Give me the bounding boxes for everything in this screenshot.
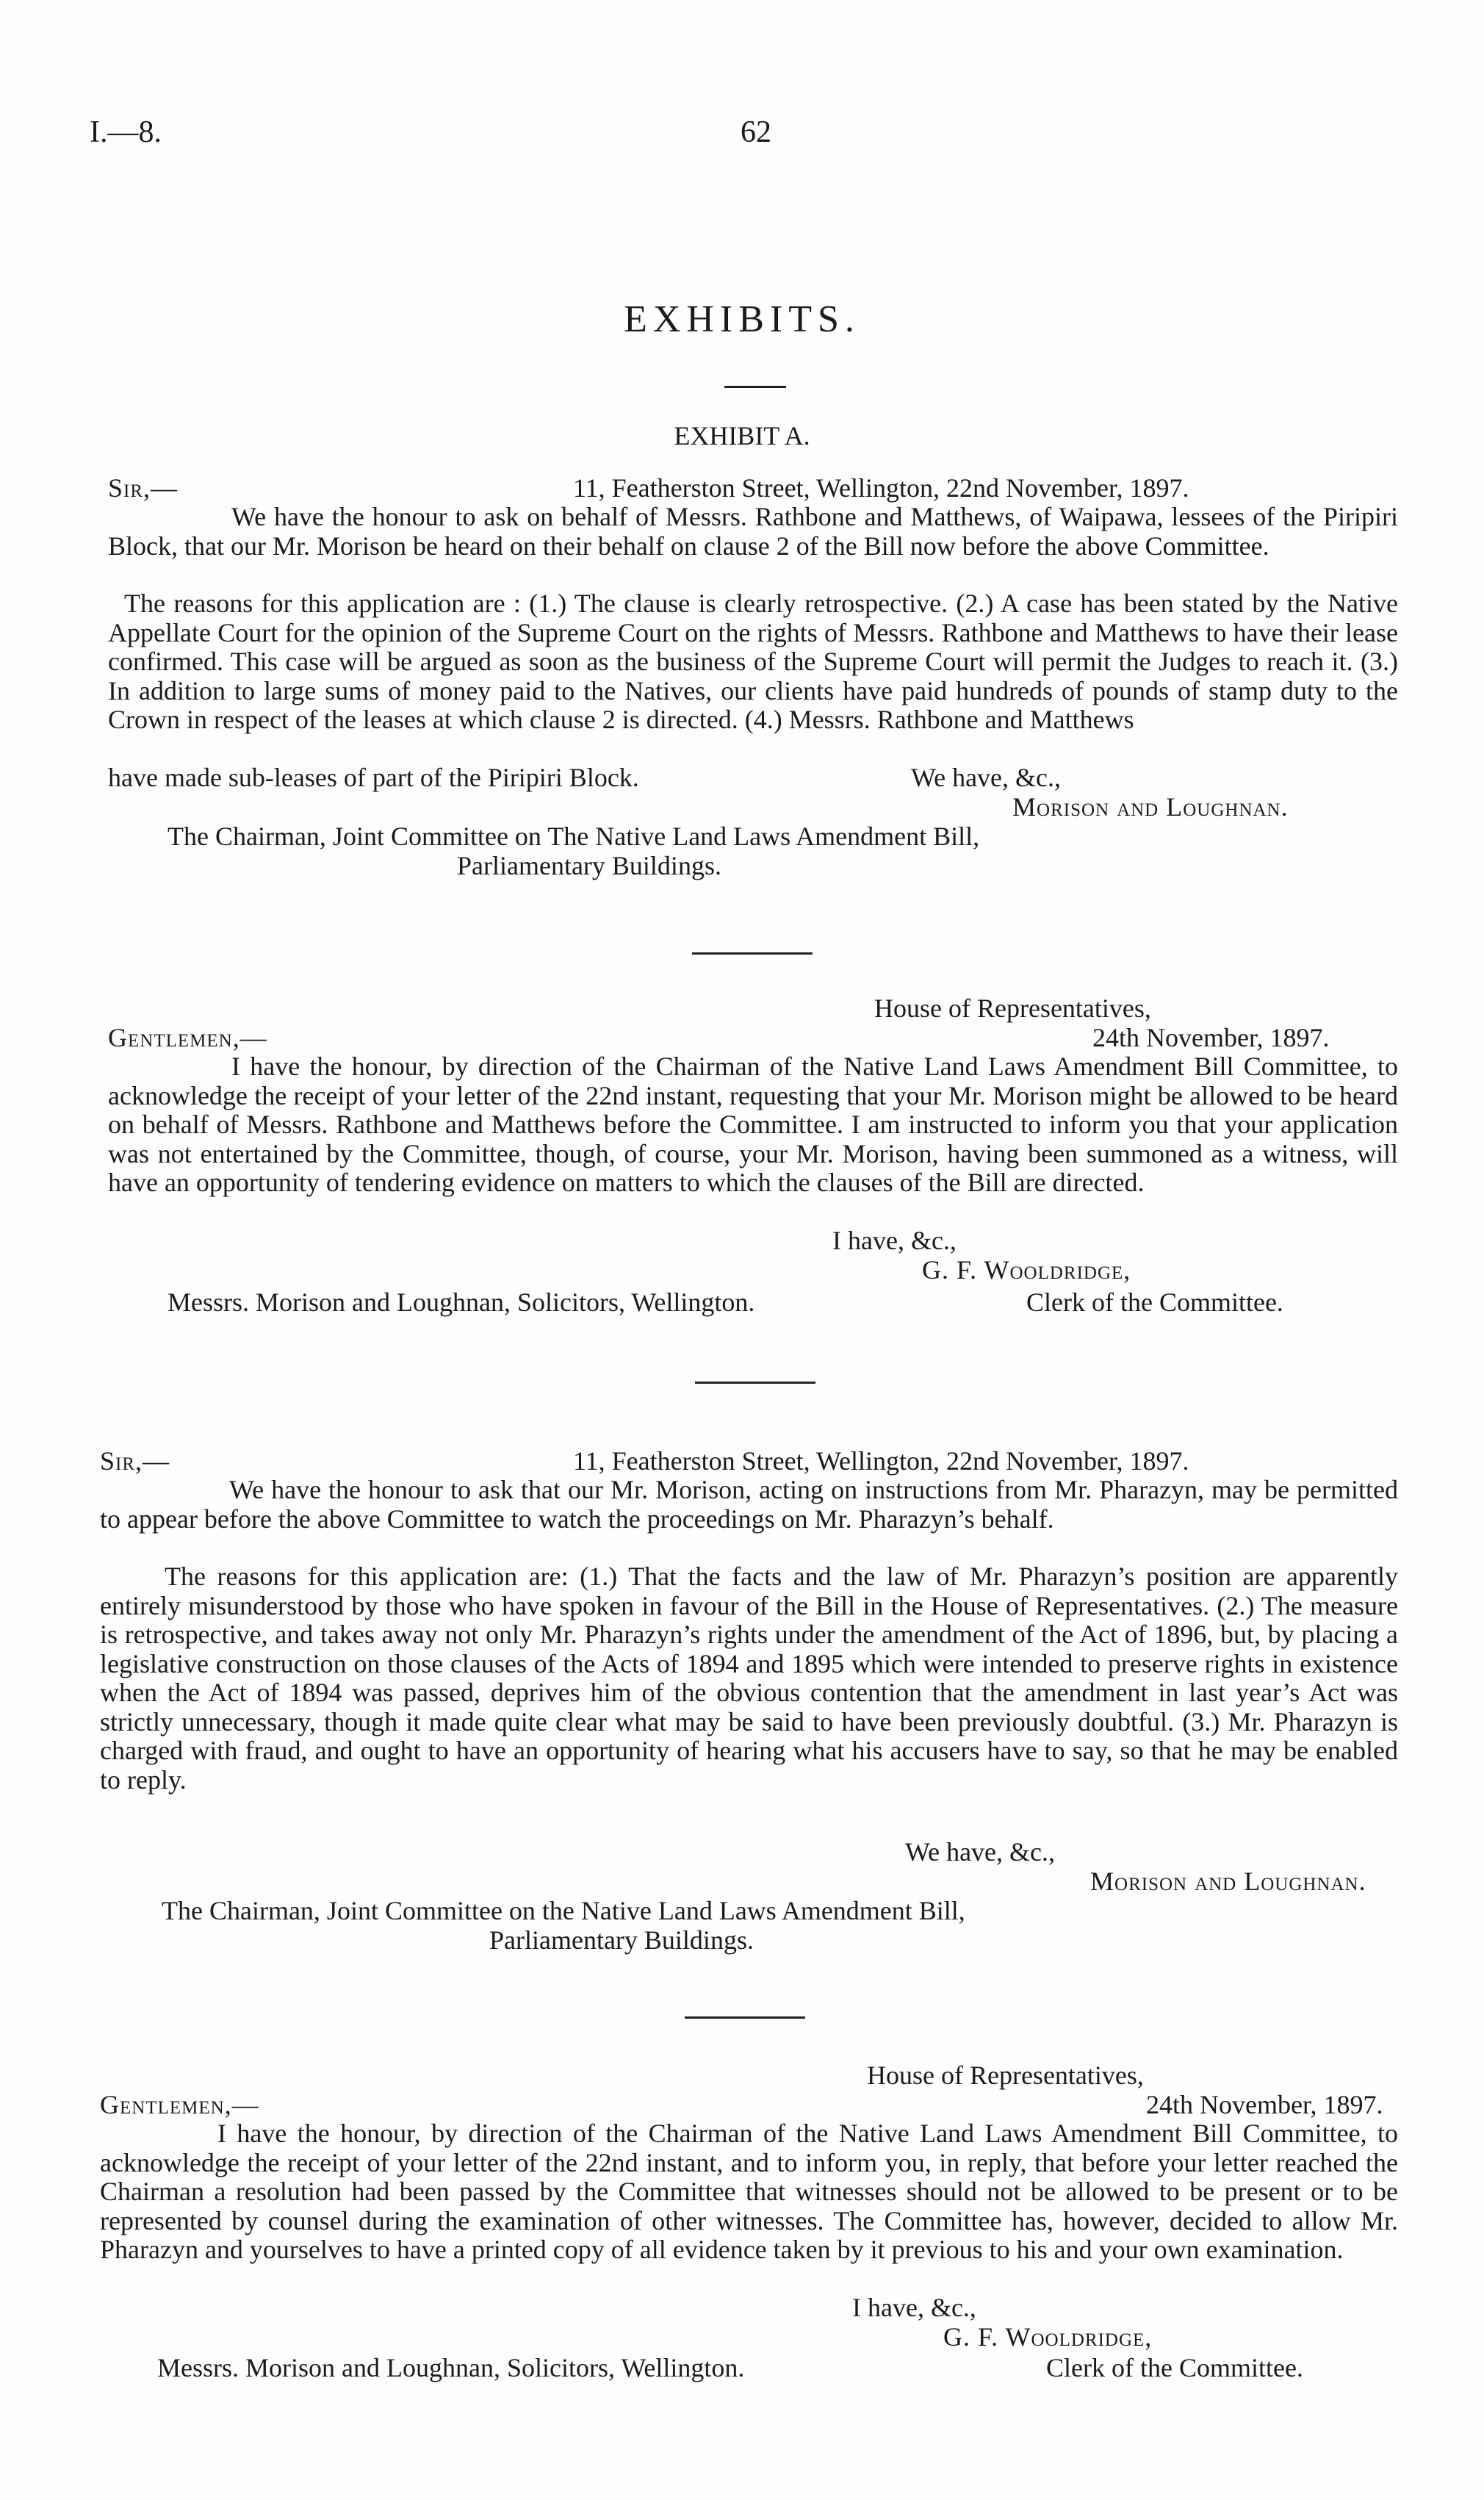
letter1-paragraph1: We have the honour to ask on behalf of Messrs. Rathbone and Matthews, of Waipawa, lessees of the Piripiri Block, that our Mr. Morison be heard on their behalf on clause 2 of the Bill now before the above Committee.: [108, 502, 1398, 561]
letter1-signature: Morison and Loughnan.: [1012, 792, 1289, 822]
letter3-paragraph2: The reasons for this application are: (1.) That the facts and the law of Mr. Pharazyn’s position are apparently entirely misunderstood by those who have spoken in favour of the Bill in the House of Representatives. (2.) The measure is retrospective, and takes away not only Mr. Pharazyn’s rights under the amendment of the Act of 1896, but, by placing a legislative construction on those clauses of the Acts of 1894 and 1895 which were intended to preserve rights in existence when the Act of 1894 was passed, deprives him of the obvious contention that the amendment in last year’s Act was strictly unnecessary, though it made quite clear what may be said to have been previously doubtful. (3.) Mr. Pharazyn is charged with fraud, and ought to have an opportunity of hearing what his accusers have to say, so that he may be enabled to reply.: [100, 1562, 1398, 1795]
letter2-date: 24th November, 1897.: [1092, 1023, 1330, 1052]
letter4-title: Clerk of the Committee.: [1046, 2353, 1303, 2382]
letter1-address: 11, Featherston Street, Wellington, 22nd November, 1897.: [573, 473, 1189, 503]
letter3-addressee-line1: The Chairman, Joint Committee on the Native Land Laws Amendment Bill,: [162, 1896, 965, 1925]
letter1-paragraph2: The reasons for this application are : (1.) The clause is clearly retrospective. (2.) A case has been stated by the Native Appellate Court for the opinion of the Supreme Court on the rights of Messrs. Rathbone and Matthews to have their lease confirmed. This case will be argued as soon as the business of the Supreme Court will permit the Judges to reach it. (3.) In addition to large sums of money paid to the Natives, our clients have paid hundreds of pounds of stamp duty to the Crown in respect of the leases at which clause 2 is directed. (4.) Messrs. Rathbone and Matthews: [108, 589, 1398, 734]
letter3-salutation: Sir,—: [100, 1446, 170, 1476]
letter3-paragraph1: We have the honour to ask that our Mr. Morison, acting on instructions from Mr. Pharazyn, may be permitted to appear before the above Committee to watch the proceedings on Mr. Pharazyn’s behalf.: [100, 1475, 1398, 1534]
letter2-from: House of Representatives,: [874, 994, 1151, 1023]
page-title: EXHIBITS.: [624, 298, 860, 340]
letter2-addressee: Messrs. Morison and Loughnan, Solicitors, Wellington.: [168, 1287, 755, 1317]
letter2-signature: G. F. Wooldridge,: [922, 1255, 1131, 1285]
exhibit-heading: EXHIBIT A.: [674, 421, 810, 450]
letter1-closing: We have, &c.,: [911, 763, 1062, 792]
letter2-closing: I have, &c.,: [832, 1226, 957, 1255]
letter2-title: Clerk of the Committee.: [1026, 1287, 1283, 1317]
letter4-salutation: Gentlemen,—: [100, 2090, 259, 2119]
letter1-addressee-line2: Parliamentary Buildings.: [457, 851, 721, 880]
letter3-addressee-line2: Parliamentary Buildings.: [489, 1925, 754, 1955]
divider: [685, 2016, 805, 2019]
divider: [692, 952, 813, 955]
letter1-last-line: have made sub-leases of part of the Piripiri Block.: [108, 763, 639, 792]
letter4-closing: I have, &c.,: [852, 2293, 976, 2322]
letter1-salutation: Sir,—: [108, 473, 179, 503]
divider: [695, 1382, 815, 1384]
page-number: 62: [741, 115, 771, 149]
divider: [724, 386, 786, 388]
letter3-address: 11, Featherston Street, Wellington, 22nd November, 1897.: [573, 1446, 1189, 1476]
letter1-addressee-line1: The Chairman, Joint Committee on The Native Land Laws Amendment Bill,: [168, 822, 980, 851]
series-number: I.—8.: [90, 115, 162, 149]
letter2-salutation: Gentlemen,—: [108, 1023, 267, 1052]
letter4-paragraph: I have the honour, by direction of the Chairman of the Native Land Laws Amendment Bill Committee, to acknowledge the receipt of your letter of the 22nd instant, and to inform you, in reply, that before your letter reached the Chairman a resolution had been passed by the Committee that witnesses should not be allowed to be present or to be represented by counsel during the examination of other witnesses. The Committee has, however, decided to allow Mr. Pharazyn and yourselves to have a printed copy of all evidence taken by it previous to his and your own examination.: [100, 2119, 1398, 2264]
letter2-paragraph: I have the honour, by direction of the Chairman of the Native Land Laws Amendment Bill Committee, to acknowledge the receipt of your letter of the 22nd instant, requesting that your Mr. Morison might be allowed to be heard on behalf of Messrs. Rathbone and Matthews before the Committee. I am instructed to inform you that your application was not entertained by the Committee, though, of course, your Mr. Morison, having been summoned as a witness, will have an opportunity of tendering evidence on matters to which the clauses of the Bill are directed.: [108, 1052, 1398, 1197]
letter4-signature: G. F. Wooldridge,: [943, 2322, 1153, 2352]
letter4-addressee: Messrs. Morison and Loughnan, Solicitors, Wellington.: [157, 2353, 745, 2382]
letter4-date: 24th November, 1897.: [1146, 2090, 1383, 2119]
letter3-closing: We have, &c.,: [905, 1837, 1056, 1867]
letter4-from: House of Representatives,: [867, 2061, 1144, 2090]
letter3-signature: Morison and Loughnan.: [1090, 1867, 1366, 1896]
